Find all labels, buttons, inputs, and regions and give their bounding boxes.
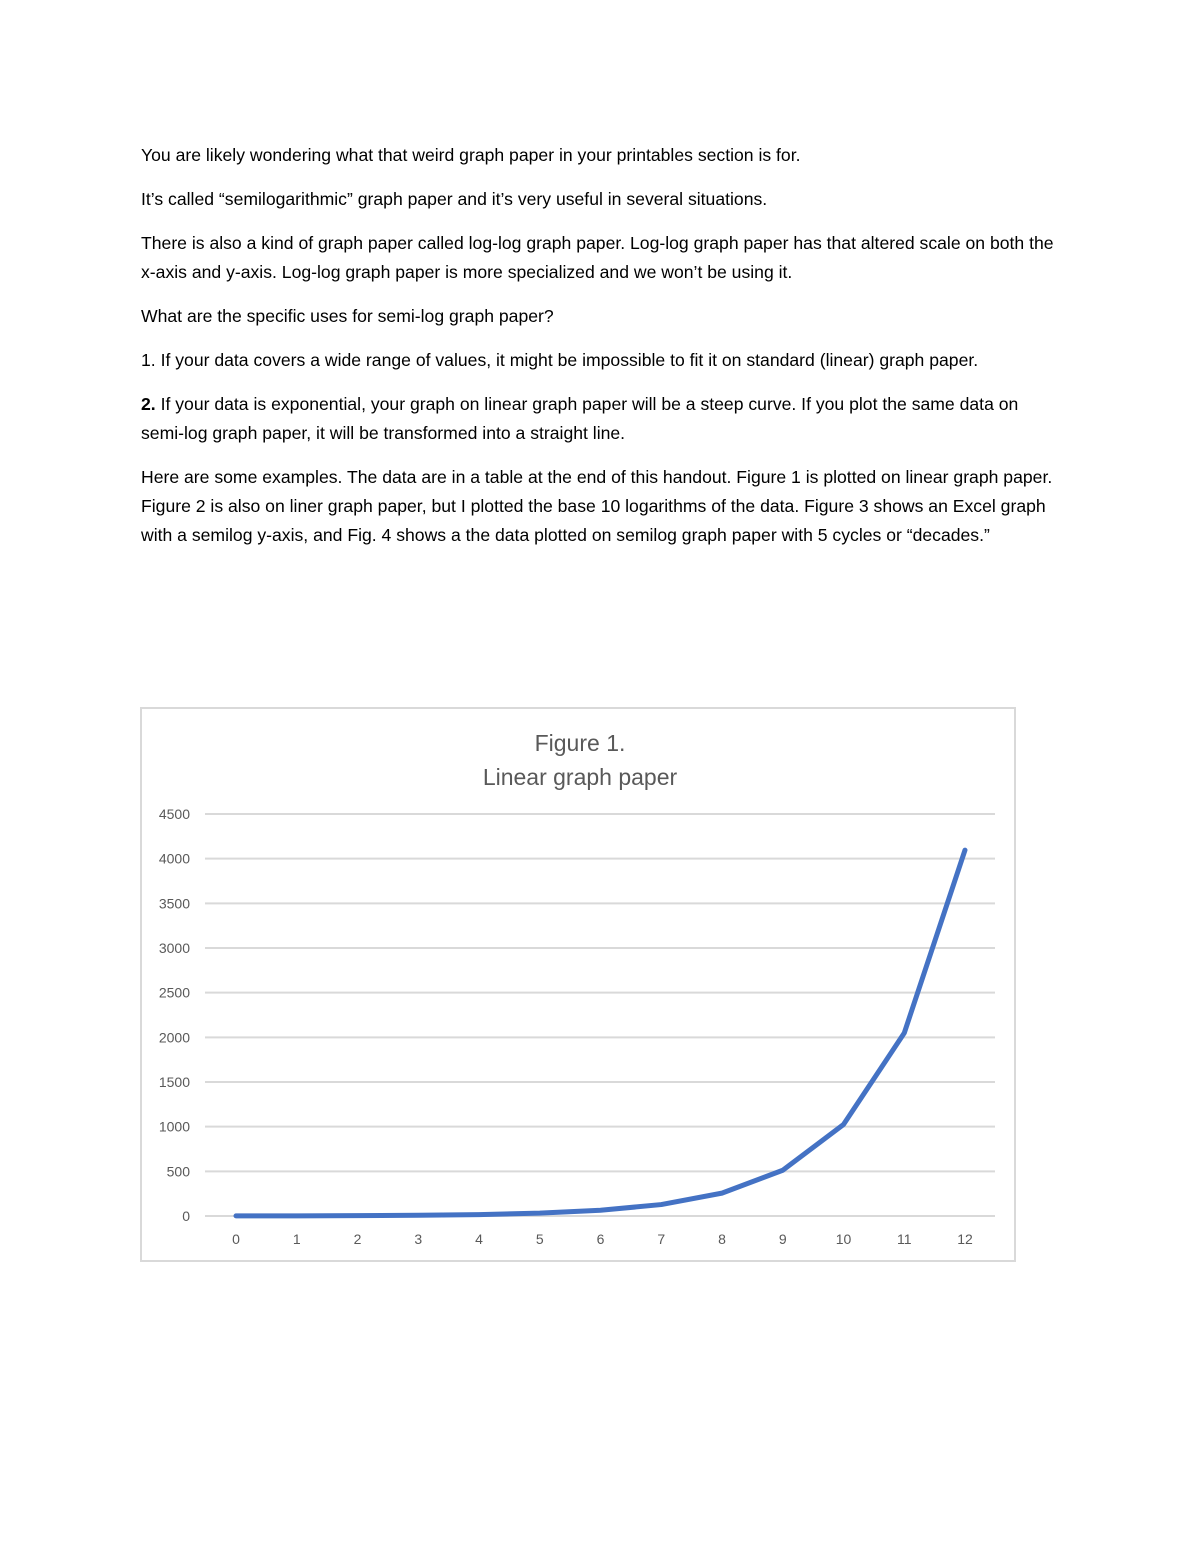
y-tick-label: 2000	[158, 1029, 190, 1046]
series-group	[236, 850, 965, 1216]
y-tick-label: 1500	[158, 1074, 190, 1090]
x-axis-labels	[232, 1231, 973, 1247]
paragraph-examples: Here are some examples. The data are in a table at the end of this handout. Figure 1 is plotted on linear graph paper. Figure 2 is also on liner graph paper, but I plotted the base 10 logarithms of the data. Figure 3 shows an Excel graph with a semilog y-axis, and Fig. 4 shows a the data plotted on semilog graph paper with 5 cycles or “decades.”	[141, 467, 1053, 545]
use-2-number: 2.	[141, 394, 156, 414]
use-1-number: 1.	[141, 350, 156, 370]
x-tick-label: 7	[657, 1231, 666, 1247]
y-tick-label: 500	[166, 1163, 190, 1180]
y-tick-label: 4500	[158, 806, 190, 822]
y-tick-label: 3500	[158, 895, 190, 912]
paragraph-intro: You are likely wondering what that weird graph paper in your printables section is for.	[141, 145, 801, 165]
x-tick-label: 5	[535, 1231, 544, 1247]
paragraph-log-log: There is also a kind of graph paper called log-log graph paper. Log-log graph paper has that altered scale on both the x-axis and y-axis. Log-log graph paper is more specialized and we won’t be using it.	[141, 233, 1054, 282]
paragraph-semilog-name: It’s called “semilogarithmic” graph paper and it’s very useful in several situations.	[141, 189, 768, 209]
x-tick-label: 2	[353, 1231, 362, 1247]
figure-1-chart	[140, 707, 1016, 1262]
x-tick-label: 10	[835, 1231, 852, 1247]
x-tick-label: 4	[475, 1231, 483, 1247]
x-tick-label: 12	[957, 1231, 973, 1247]
x-tick-label: 3	[414, 1231, 423, 1247]
x-tick-label: 0	[232, 1231, 240, 1247]
gridlines	[205, 814, 995, 1216]
handout-text	[141, 141, 1061, 565]
x-tick-label: 6	[596, 1231, 605, 1247]
x-tick-label: 1	[292, 1231, 301, 1247]
y-axis-labels	[159, 806, 190, 1224]
y-tick-label: 0	[182, 1208, 190, 1224]
use-1-text: If your data covers a wide range of values, it might be impossible to fit it on standard (linear) graph paper.	[155, 350, 979, 370]
use-2-text: If your data is exponential, your graph on linear graph paper will be a steep curve. If you plot the same data on semi-log graph paper, it will be transformed into a straight line.	[141, 394, 1019, 443]
paragraph-uses-question: What are the specific uses for semi-log graph paper?	[141, 306, 554, 326]
series-line-0	[236, 850, 965, 1216]
x-tick-label: 11	[896, 1231, 912, 1247]
x-tick-label: 8	[718, 1231, 726, 1247]
y-tick-label: 3000	[158, 940, 190, 956]
x-tick-label: 9	[778, 1231, 787, 1247]
chart-title: Figure 1.	[534, 730, 626, 756]
chart-svg	[142, 709, 1014, 1260]
chart-subtitle: Linear graph paper	[482, 764, 678, 790]
y-tick-label: 1000	[158, 1118, 190, 1135]
y-tick-label: 2500	[158, 984, 190, 1001]
paragraph-use-2	[141, 390, 1061, 448]
y-tick-label: 4000	[158, 850, 190, 867]
paragraph-use-1	[141, 346, 1061, 375]
